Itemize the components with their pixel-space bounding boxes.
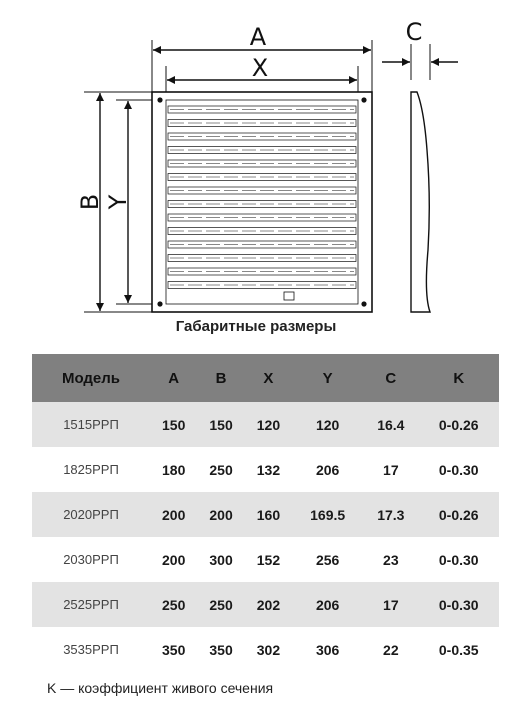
table-row — [32, 627, 499, 672]
cell-y: 120 — [292, 402, 363, 447]
cell-a: 350 — [162, 641, 186, 658]
cell-c: 22 — [383, 641, 399, 658]
cell-x: 160 — [245, 492, 292, 537]
cell-a: 150 — [150, 402, 197, 447]
cell-c: 16.4 — [363, 402, 418, 447]
header-a: A — [150, 354, 197, 402]
cell-model: 2020РРП — [32, 492, 150, 537]
cell-x: 152 — [256, 551, 281, 568]
cell-b: 300 — [209, 551, 233, 568]
table-row — [32, 582, 499, 627]
cell-c: 17 — [363, 582, 418, 627]
cell-model: 2030РРП — [63, 552, 119, 567]
screw-hole — [157, 301, 162, 306]
label-y: Y — [104, 194, 132, 210]
cell-y: 206 — [292, 582, 363, 627]
cell-k: 0-0.30 — [438, 551, 479, 568]
cell-b: 250 — [197, 582, 244, 627]
table-row — [32, 537, 499, 582]
cell-b: 150 — [197, 402, 244, 447]
cell-x: 132 — [256, 461, 281, 478]
screw-hole — [361, 301, 366, 306]
header-model: Модель — [32, 354, 150, 402]
cell-k: 0-0.30 — [418, 582, 499, 627]
cell-a: 250 — [150, 582, 197, 627]
cell-k: 0-0.26 — [418, 492, 499, 537]
table-header-row — [32, 354, 499, 402]
grille-side-profile — [411, 92, 430, 312]
table-row — [32, 447, 499, 492]
header-x: X — [245, 354, 292, 402]
cell-a: 200 — [162, 551, 186, 568]
label-b: B — [76, 193, 104, 211]
screw-hole — [157, 97, 162, 102]
cell-a: 180 — [162, 461, 186, 478]
cell-model: 3535РРП — [63, 642, 119, 657]
dimensions-table — [32, 354, 499, 672]
label-x: X — [251, 54, 269, 82]
cell-c: 17.3 — [363, 492, 418, 537]
cell-model: 1515РРП — [32, 402, 150, 447]
footnote: K — коэффициент живого сечения — [47, 680, 274, 696]
grille-dimension-drawing — [0, 0, 512, 320]
screw-hole — [361, 97, 366, 102]
cell-x: 302 — [256, 641, 281, 658]
cell-x: 120 — [245, 402, 292, 447]
cell-model: 1825РРП — [63, 462, 119, 477]
cell-k: 0-0.30 — [438, 461, 479, 478]
header-y: Y — [292, 354, 363, 402]
grille-front-view — [152, 92, 372, 312]
cell-a: 200 — [150, 492, 197, 537]
cell-b: 250 — [209, 461, 233, 478]
label-c: C — [405, 18, 423, 46]
header-b: B — [197, 354, 244, 402]
label-a: A — [249, 23, 267, 51]
drawing-caption: Габаритные размеры — [175, 318, 337, 335]
cell-y: 306 — [315, 641, 340, 658]
cell-c: 17 — [383, 461, 399, 478]
header-c: C — [363, 354, 418, 402]
cell-b: 200 — [197, 492, 244, 537]
cell-y: 206 — [315, 461, 340, 478]
cell-y: 256 — [315, 551, 340, 568]
table-row — [32, 402, 499, 447]
header-k: K — [418, 354, 499, 402]
cell-x: 202 — [245, 582, 292, 627]
cell-k: 0-0.26 — [418, 402, 499, 447]
table-row — [32, 492, 499, 537]
cell-c: 23 — [383, 551, 399, 568]
cell-k: 0-0.35 — [438, 641, 479, 658]
cell-b: 350 — [209, 641, 233, 658]
cell-y: 169.5 — [292, 492, 363, 537]
cell-model: 2525РРП — [32, 582, 150, 627]
